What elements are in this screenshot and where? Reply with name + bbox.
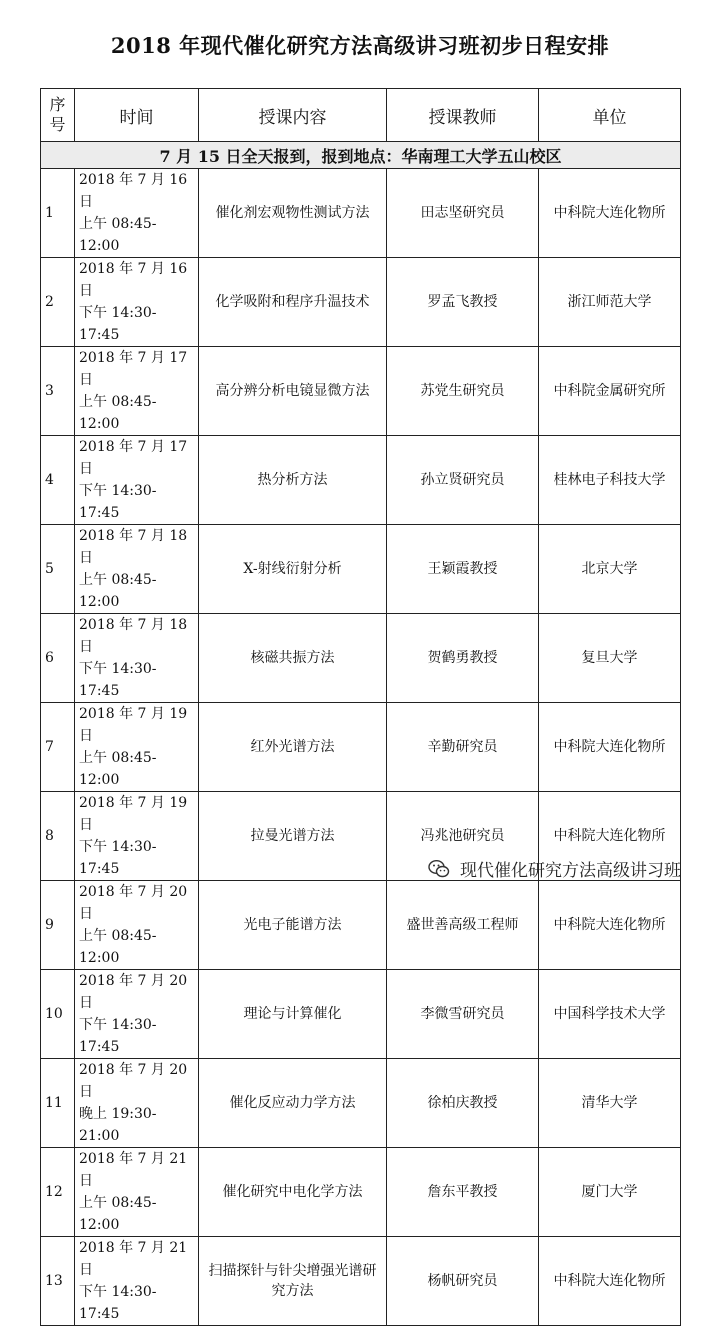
session-teacher: 李微雪研究员 (387, 970, 539, 1059)
session-date: 2018 年 7 月 19 日 (79, 706, 188, 744)
session-date: 2018 年 7 月 17 日 (79, 350, 188, 388)
session-teacher: 徐柏庆教授 (387, 1059, 539, 1148)
session-time (75, 792, 199, 881)
session-teacher: 盛世善高级工程师 (387, 881, 539, 970)
session-date: 2018 年 7 月 16 日 (79, 172, 188, 210)
table-row (41, 1237, 681, 1326)
session-slot: 晚上 19:30-21:00 (79, 1106, 157, 1144)
session-teacher: 罗孟飞教授 (387, 258, 539, 347)
column-header-content: 授课内容 (199, 89, 387, 142)
session-unit: 北京大学 (539, 525, 681, 614)
row-number: 3 (41, 347, 75, 436)
session-slot: 上午 08:45-12:00 (79, 216, 157, 254)
session-unit: 浙江师范大学 (539, 258, 681, 347)
table-row (41, 1148, 681, 1237)
row-number: 13 (41, 1237, 75, 1326)
row-number: 9 (41, 881, 75, 970)
wechat-icon (428, 859, 450, 879)
session-topic: 化学吸附和程序升温技术 (199, 258, 387, 347)
session-unit: 中科院金属研究所 (539, 347, 681, 436)
table-row (41, 970, 681, 1059)
session-slot: 下午 14:30-17:45 (79, 839, 157, 877)
session-slot: 上午 08:45-12:00 (79, 750, 157, 788)
session-date: 2018 年 7 月 21 日 (79, 1151, 188, 1189)
table-row (41, 1059, 681, 1148)
session-slot: 上午 08:45-12:00 (79, 572, 157, 610)
table-row (41, 703, 681, 792)
session-slot: 下午 14:30-17:45 (79, 1017, 157, 1055)
session-time (75, 347, 199, 436)
table-row (41, 169, 681, 258)
row-number: 8 (41, 792, 75, 881)
schedule-table (40, 88, 681, 1326)
table-row (41, 258, 681, 347)
session-unit: 中科院大连化物所 (539, 881, 681, 970)
session-unit: 清华大学 (539, 1059, 681, 1148)
registration-banner: 7 月 15 日全天报到，报到地点：华南理工大学五山校区 (41, 142, 681, 169)
session-time (75, 436, 199, 525)
session-time (75, 1059, 199, 1148)
wechat-account-footer (428, 856, 681, 881)
session-slot: 下午 14:30-17:45 (79, 483, 157, 521)
column-header-number-line1: 序 (49, 95, 66, 114)
session-slot: 上午 08:45-12:00 (79, 394, 157, 432)
session-unit: 中科院大连化物所 (539, 169, 681, 258)
session-topic: X-射线衍射分析 (199, 525, 387, 614)
session-date: 2018 年 7 月 21 日 (79, 1240, 188, 1278)
session-date: 2018 年 7 月 18 日 (79, 617, 188, 655)
session-topic: 核磁共振方法 (199, 614, 387, 703)
session-topic: 拉曼光谱方法 (199, 792, 387, 881)
table-row (41, 525, 681, 614)
session-time (75, 881, 199, 970)
session-teacher: 冯兆池研究员 (387, 792, 539, 881)
session-time (75, 703, 199, 792)
session-teacher: 詹东平教授 (387, 1148, 539, 1237)
session-topic: 催化剂宏观物性测试方法 (199, 169, 387, 258)
session-time (75, 1237, 199, 1326)
session-topic: 光电子能谱方法 (199, 881, 387, 970)
session-unit: 中科院大连化物所 (539, 1237, 681, 1326)
registration-banner-row (41, 142, 681, 169)
session-slot: 下午 14:30-17:45 (79, 305, 157, 343)
session-teacher: 田志坚研究员 (387, 169, 539, 258)
row-number: 10 (41, 970, 75, 1059)
session-unit: 厦门大学 (539, 1148, 681, 1237)
session-teacher: 苏党生研究员 (387, 347, 539, 436)
session-date: 2018 年 7 月 16 日 (79, 261, 188, 299)
column-header-number (41, 89, 75, 142)
session-slot: 下午 14:30-17:45 (79, 1284, 157, 1322)
session-time (75, 1148, 199, 1237)
session-time (75, 258, 199, 347)
table-row (41, 347, 681, 436)
session-topic: 红外光谱方法 (199, 703, 387, 792)
session-time (75, 169, 199, 258)
session-teacher: 王颖霞教授 (387, 525, 539, 614)
row-number: 6 (41, 614, 75, 703)
session-topic: 热分析方法 (199, 436, 387, 525)
session-topic: 催化反应动力学方法 (199, 1059, 387, 1148)
table-row (41, 614, 681, 703)
column-header-teacher: 授课教师 (387, 89, 539, 142)
session-slot: 下午 14:30-17:45 (79, 661, 157, 699)
session-date: 2018 年 7 月 18 日 (79, 528, 188, 566)
session-time (75, 970, 199, 1059)
row-number: 7 (41, 703, 75, 792)
session-teacher: 贺鹤勇教授 (387, 614, 539, 703)
session-date: 2018 年 7 月 20 日 (79, 973, 188, 1011)
session-date: 2018 年 7 月 17 日 (79, 439, 188, 477)
column-header-unit: 单位 (539, 89, 681, 142)
session-date: 2018 年 7 月 20 日 (79, 884, 188, 922)
row-number: 5 (41, 525, 75, 614)
session-topic: 扫描探针与针尖增强光谱研究方法 (199, 1237, 387, 1326)
session-unit: 复旦大学 (539, 614, 681, 703)
session-unit: 中科院大连化物所 (539, 703, 681, 792)
table-row (41, 436, 681, 525)
wechat-account-name: 现代催化研究方法高级讲习班 (460, 861, 681, 881)
row-number: 1 (41, 169, 75, 258)
session-unit: 中科院大连化物所 (539, 792, 681, 881)
session-slot: 上午 08:45-12:00 (79, 1195, 157, 1233)
table-row (41, 881, 681, 970)
session-topic: 高分辨分析电镜显微方法 (199, 347, 387, 436)
table-header-row (41, 89, 681, 142)
session-teacher: 孙立贤研究员 (387, 436, 539, 525)
session-date: 2018 年 7 月 20 日 (79, 1062, 188, 1100)
session-time (75, 614, 199, 703)
row-number: 11 (41, 1059, 75, 1148)
column-header-time: 时间 (75, 89, 199, 142)
session-unit: 中国科学技术大学 (539, 970, 681, 1059)
row-number: 12 (41, 1148, 75, 1237)
session-unit: 桂林电子科技大学 (539, 436, 681, 525)
column-header-number-line2: 号 (49, 115, 66, 134)
row-number: 4 (41, 436, 75, 525)
row-number: 2 (41, 258, 75, 347)
session-teacher: 杨帆研究员 (387, 1237, 539, 1326)
session-slot: 上午 08:45-12:00 (79, 928, 157, 966)
page-title: 2018 年现代催化研究方法高级讲习班初步日程安排 (110, 33, 610, 58)
session-teacher: 辛勤研究员 (387, 703, 539, 792)
session-date: 2018 年 7 月 19 日 (79, 795, 188, 833)
session-topic: 催化研究中电化学方法 (199, 1148, 387, 1237)
session-time (75, 525, 199, 614)
session-topic: 理论与计算催化 (199, 970, 387, 1059)
